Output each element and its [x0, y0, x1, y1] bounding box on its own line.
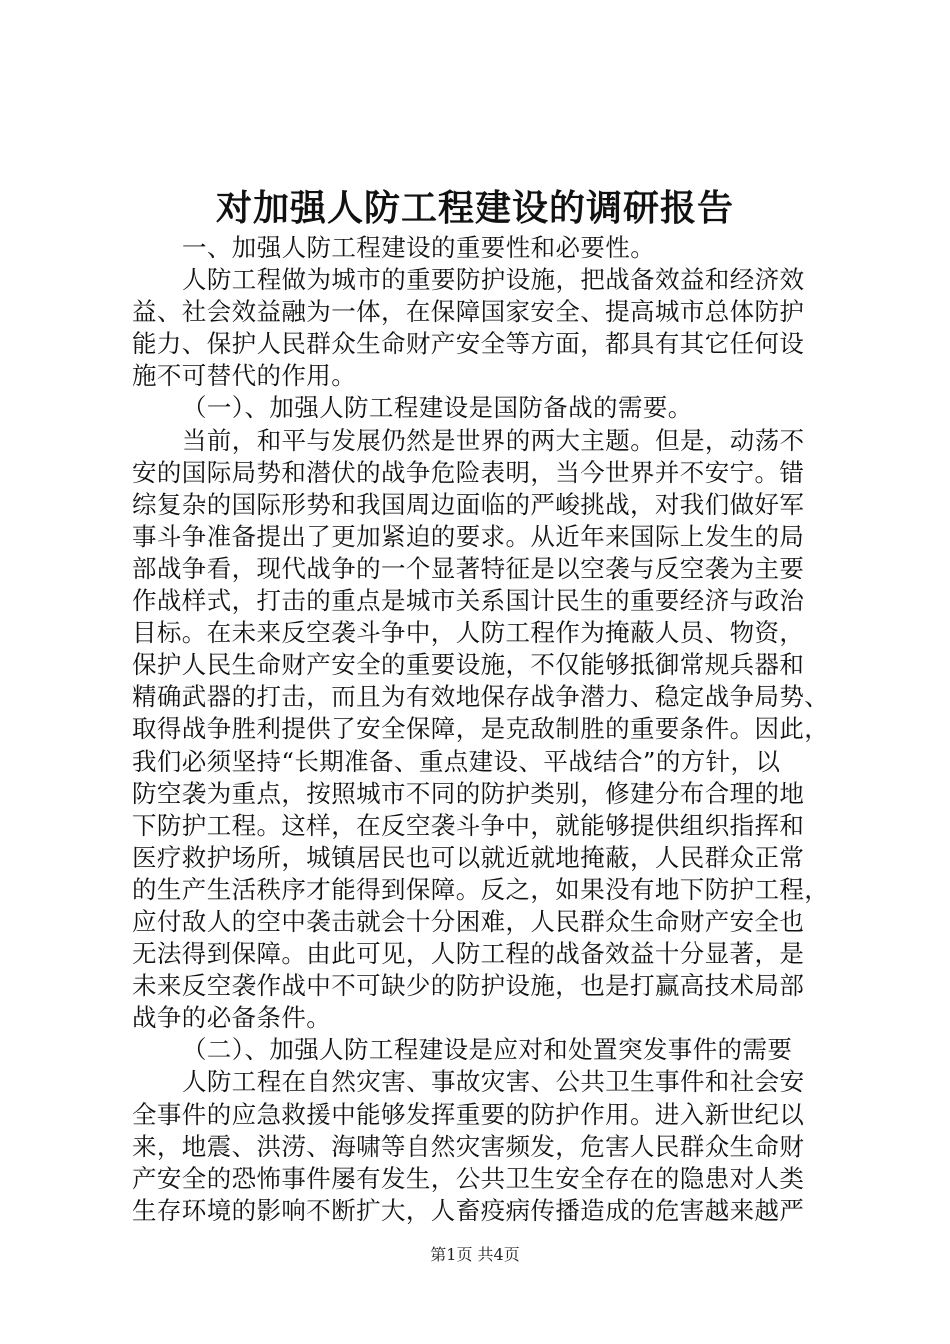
paragraph-line: 目标。在未来反空袭斗争中，人防工程作为掩蔽人员、物资， [132, 618, 805, 648]
page-number-footer: 第1页 共4页 [430, 1245, 520, 1264]
paragraph-line: 作战样式，打击的重点是城市关系国计民生的重要经济与政治 [132, 586, 805, 616]
paragraph-line: 精确武器的打击，而且为有效地保存战争潜力、稳定战争局势、 [132, 682, 830, 712]
paragraph-line: 当前，和平与发展仍然是世界的两大主题。但是，动荡不 [182, 425, 805, 455]
paragraph-line: 全事件的应急救援中能够发挥重要的防护作用。进入新世纪以 [132, 1099, 805, 1129]
document-body [132, 232, 852, 1227]
paragraph-line: 我们必须坚持“长期准备、重点建设、平战结合”的方针，以 [132, 746, 781, 776]
subsection-heading: （一）、加强人防工程建设是国防备战的需要。 [182, 393, 693, 423]
paragraph-line: 无法得到保障。由此可见，人防工程的战备效益十分显著，是 [132, 939, 805, 969]
paragraph-line: 战争的必备条件。 [132, 1003, 332, 1033]
paragraph-line: 人防工程做为城市的重要防护设施，把战备效益和经济效 [182, 265, 805, 295]
paragraph-line: 施不可替代的作用。 [132, 361, 357, 391]
document-title: 对加强人防工程建设的调研报告 [215, 187, 734, 229]
paragraph-line: 未来反空袭作战中不可缺少的防护设施，也是打赢高技术局部 [132, 971, 805, 1001]
paragraph-line: 应付敌人的空中袭击就会十分困难，人民群众生命财产安全也 [132, 906, 805, 936]
paragraph-line: 生存环境的影响不断扩大，人畜疫病传播造成的危害越来越严 [132, 1195, 805, 1225]
paragraph-line: 来，地震、洪涝、海啸等自然灾害频发，危害人民群众生命财 [132, 1131, 805, 1161]
section-heading: 一、加强人防工程建设的重要性和必要性。 [182, 233, 656, 262]
paragraph-line: 防空袭为重点，按照城市不同的防护类别，修建分布合理的地 [132, 778, 805, 808]
paragraph-line: 事斗争准备提出了更加紧迫的要求。从近年来国际上发生的局 [132, 521, 805, 551]
paragraph-line: 取得战争胜利提供了安全保障，是克敌制胜的重要条件。因此， [132, 714, 830, 744]
paragraph-line: 部战争看，现代战争的一个显著特征是以空袭与反空袭为主要 [132, 553, 805, 583]
paragraph-line: 益、社会效益融为一体，在保障国家安全、提高城市总体防护 [132, 297, 805, 327]
paragraph-line: 的生产生活秩序才能得到保障。反之，如果没有地下防护工程， [132, 874, 830, 904]
paragraph-line: 下防护工程。这样，在反空袭斗争中，就能够提供组织指挥和 [132, 810, 805, 840]
paragraph-line: 能力、保护人民群众生命财产安全等方面，都具有其它任何设 [132, 329, 805, 359]
subsection-heading: （二）、加强人防工程建设是应对和处置突发事件的需要 [182, 1035, 793, 1065]
paragraph-line: 保护人民生命财产安全的重要设施，不仅能够抵御常规兵器和 [132, 650, 805, 680]
paragraph-line: 产安全的恐怖事件屡有发生，公共卫生安全存在的隐患对人类 [132, 1163, 805, 1193]
paragraph-line: 人防工程在自然灾害、事故灾害、公共卫生事件和社会安 [182, 1067, 805, 1097]
paragraph-line: 医疗救护场所，城镇居民也可以就近就地掩蔽，人民群众正常 [132, 842, 805, 872]
paragraph-line: 综复杂的国际形势和我国周边面临的严峻挑战，对我们做好军 [132, 489, 805, 519]
paragraph-line: 安的国际局势和潜伏的战争危险表明，当今世界并不安宁。错 [132, 457, 805, 487]
